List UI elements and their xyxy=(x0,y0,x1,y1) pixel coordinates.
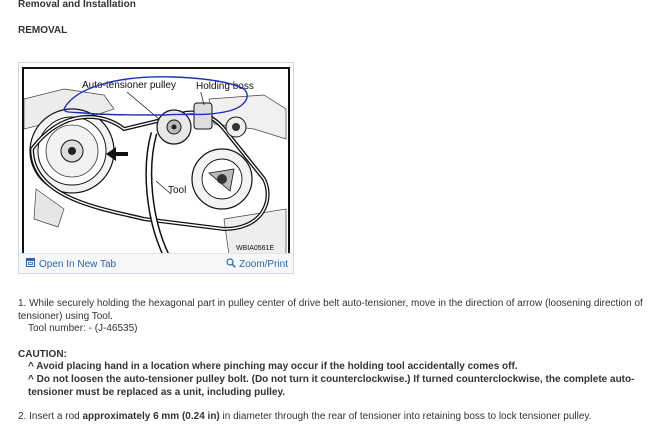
label-holding-boss: Holding boss xyxy=(196,81,254,92)
tool-number: Tool number: - (J-46535) xyxy=(28,323,138,335)
new-tab-icon xyxy=(26,258,35,270)
step-1: 1. While securely holding the hexagonal part in pulley center of drive belt auto-tensioner, move in the direction of arrow (loosening direction of tensioner) using Tool. xyxy=(18,298,643,322)
step-2-suffix: in diameter through the rear of tensioner into retaining boss to lock tensioner pulley. xyxy=(219,411,592,423)
figure-toolbar xyxy=(19,253,293,273)
step-2 xyxy=(18,411,648,424)
procedure-steps xyxy=(18,298,648,424)
label-auto-tensioner: Auto-tensioner pulley xyxy=(82,80,176,91)
caution-item-1: ^ Avoid placing hand in a location where pinching may occur if the holding tool accidentally comes off. xyxy=(28,361,518,373)
figure-container xyxy=(18,62,294,274)
zoom-print-link[interactable] xyxy=(226,258,288,271)
caution-item-2: ^ Do not loosen the auto-tensioner pulley bolt. (Do not turn it counterclockwise.) If turned counterclockwise, the complete auto-tensioner must be replaced as a unit, including pulley. xyxy=(28,373,635,398)
open-in-new-tab-link[interactable] xyxy=(26,258,116,270)
caution-title: CAUTION: xyxy=(18,348,67,360)
zoom-icon xyxy=(226,258,236,271)
step-2-prefix: 2. Insert a rod xyxy=(18,411,83,423)
step-2-bold: approximately 6 mm (0.24 in) xyxy=(82,411,220,423)
zoom-print-label: Zoom/Print xyxy=(239,259,288,270)
diagram-drawing xyxy=(24,69,288,255)
label-tool: Tool xyxy=(168,185,187,196)
open-in-new-tab-label: Open In New Tab xyxy=(39,258,117,270)
section-subtitle: REMOVAL xyxy=(18,25,68,36)
section-title: Removal and Installation xyxy=(18,0,136,10)
figure-code: WBIA0561E xyxy=(236,245,275,252)
belt-diagram[interactable] xyxy=(22,67,290,257)
